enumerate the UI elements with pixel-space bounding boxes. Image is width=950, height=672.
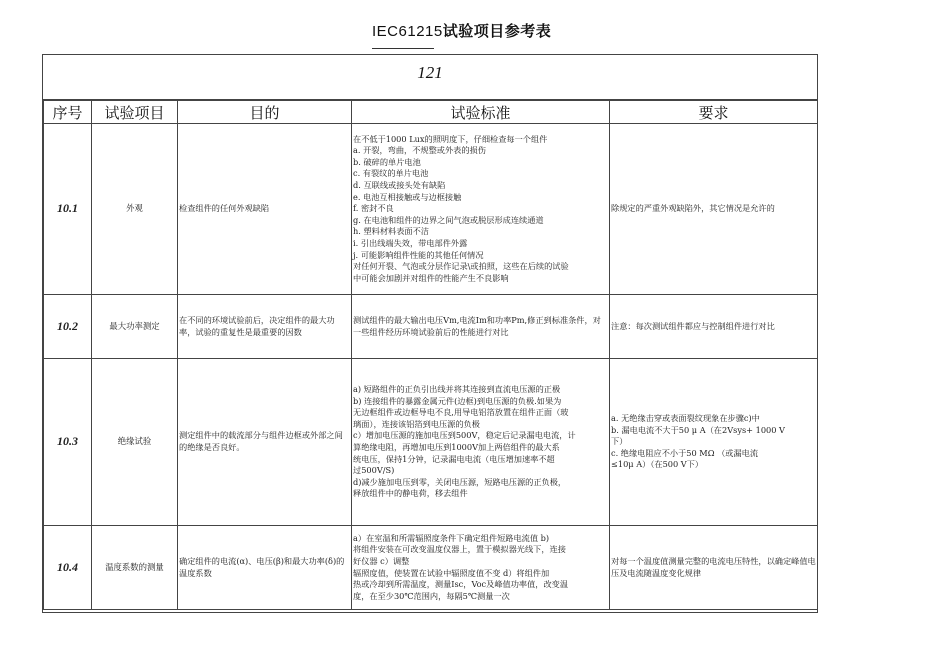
row-purpose: 测定组件中的载流部分与组件边框或外部之间的绝缘是否良好。 — [178, 359, 352, 526]
standard-line: 中可能会加剧并对组件的性能产生不良影响 — [353, 272, 509, 283]
row-number: 10.1 — [44, 124, 92, 295]
page-title — [372, 20, 551, 41]
standard-line: b. 破碎的单片电池 — [353, 156, 421, 167]
standard-code: IEC61215 — [372, 23, 443, 40]
standard-line: g. 在电池和组件的边界之间气泡或脱层形成连续通道 — [353, 214, 544, 225]
test-reference-sheet — [42, 54, 818, 613]
header-standard: 试验标准 — [352, 101, 610, 124]
row-standard — [352, 124, 610, 295]
standard-line: 热或冷却到所需温度，测量Isc，Voc及峰值功率值，改变温 — [353, 579, 569, 590]
requirement-line: b. 漏电电流不大于50 μ A（在2Vsys+ 1000 V — [611, 424, 785, 435]
table-row — [44, 526, 818, 610]
standard-line: 过500V/S) — [353, 465, 395, 476]
title-text: 试验项目参考表 — [442, 22, 552, 40]
standard-line: a）在室温和所需辐照度条件下确定组件短路电流值 b) — [353, 532, 550, 543]
standard-line: 释放组件中的静电荷，移去组件 — [353, 488, 468, 499]
standard-line: 度，在至少30℃范围内，每隔5℃测量一次 — [353, 590, 510, 601]
requirement-line: ≤10μ A）（在500 V下） — [611, 459, 704, 470]
standard-line: 算绝缘电阻，再增加电压到1000V加上两倍组件的最大系 — [353, 442, 560, 452]
row-requirement — [610, 359, 818, 526]
row-item: 外观 — [92, 124, 178, 295]
banner-number: 121 — [417, 63, 443, 82]
row-requirement: 对每一个温度值测量完整的电流电压特性，以确定峰值电压及电流随温度变化规律 — [610, 526, 818, 610]
row-requirement: 注意：每次测试组件都应与控制组件进行对比 — [610, 295, 818, 359]
standard-line: a. 开裂，弯曲，不规整或外表的损伤 — [353, 145, 486, 156]
standard-line: j. 可能影响组件性能的其他任何情况 — [353, 249, 484, 260]
row-standard — [352, 359, 610, 526]
row-purpose: 在不同的环境试验前后，决定组件的最大功率，试验的重复性是最重要的因数 — [178, 295, 352, 359]
standard-line: 璃面），连接该铝箔到电压源的负极 — [353, 418, 480, 429]
standard-line: c）增加电压源的施加电压到500V，稳定后记录漏电电流，计 — [353, 430, 576, 441]
requirement-line: a. 无绝缘击穿或表面裂纹现象在步骤c)中 — [611, 413, 760, 424]
test-table — [43, 100, 818, 610]
standard-line: 辐照度值，使装置在试验中辐照度值不变 d）将组件加 — [353, 567, 550, 578]
standard-line: a) 短路组件的正负引出线并将其连接到直流电压源的正极 — [353, 384, 561, 395]
table-row — [44, 359, 818, 526]
row-item: 温度系数的测量 — [92, 526, 178, 610]
standard-line: 统电压，保持1分钟，记录漏电电流（电压增加速率不超 — [353, 453, 555, 464]
standard-line: 无边框组件或边框导电不良,用导电铝箔放置在组件正面（玻 — [353, 407, 569, 418]
row-number: 10.2 — [44, 295, 92, 359]
row-number: 10.4 — [44, 526, 92, 610]
standard-line: f. 密封不良 — [353, 203, 394, 214]
header-purpose: 目的 — [178, 101, 352, 124]
banner — [43, 55, 817, 100]
standard-line: 将组件安装在可改变温度仪器上，置于模拟器光线下，连接 — [353, 544, 566, 555]
header-item: 试验项目 — [92, 101, 178, 124]
row-purpose: 确定组件的电流(α)、电压(β)和最大功率(δ)的温度系数 — [178, 526, 352, 610]
standard-line: 在不低于1000 Lux的照明度下，仔细检查每一个组件 — [353, 133, 548, 144]
table-row — [44, 124, 818, 295]
row-number: 10.3 — [44, 359, 92, 526]
row-item: 最大功率测定 — [92, 295, 178, 359]
row-purpose: 检查组件的任何外观缺陷 — [178, 124, 352, 295]
standard-line: i. 引出线端失效，带电部件外露 — [353, 237, 468, 248]
standard-line: c. 有裂纹的单片电池 — [353, 168, 429, 179]
standard-line: h. 塑料材料表面不洁 — [353, 226, 429, 237]
row-standard: 测试组件的最大输出电压Vm,电流Im和功率Pm,修正到标准条件，对一些组件经历环境试验前后的性能进行对比 — [352, 295, 610, 359]
row-standard — [352, 526, 610, 610]
requirement-line: c. 绝缘电阻应不小于50 MΩ （或漏电流 — [611, 447, 759, 458]
header-row — [44, 101, 818, 124]
standard-line: 对任何开裂、气泡或分层作记录\或拍照，这些在后续的试验 — [353, 261, 569, 272]
header-requirement: 要求 — [610, 101, 818, 124]
standard-line: b) 连接组件的暴露金属元件(边框)到电压源的负极.如果为 — [353, 395, 562, 406]
row-item: 绝缘试验 — [92, 359, 178, 526]
standard-line: e. 电池互相接触或与边框接触 — [353, 191, 462, 202]
standard-line: 好仪器 c）调整 — [353, 555, 410, 566]
standard-line: d)减少施加电压到零，关闭电压源，短路电压源的正负极， — [353, 476, 567, 487]
requirement-line: 下） — [611, 436, 628, 447]
title-underline — [372, 48, 434, 49]
header-no: 序号 — [44, 101, 92, 124]
table-row — [44, 295, 818, 359]
row-requirement: 除规定的严重外观缺陷外，其它情况是允许的 — [610, 124, 818, 295]
standard-line: d. 互联线或接头处有缺陷 — [353, 180, 446, 191]
